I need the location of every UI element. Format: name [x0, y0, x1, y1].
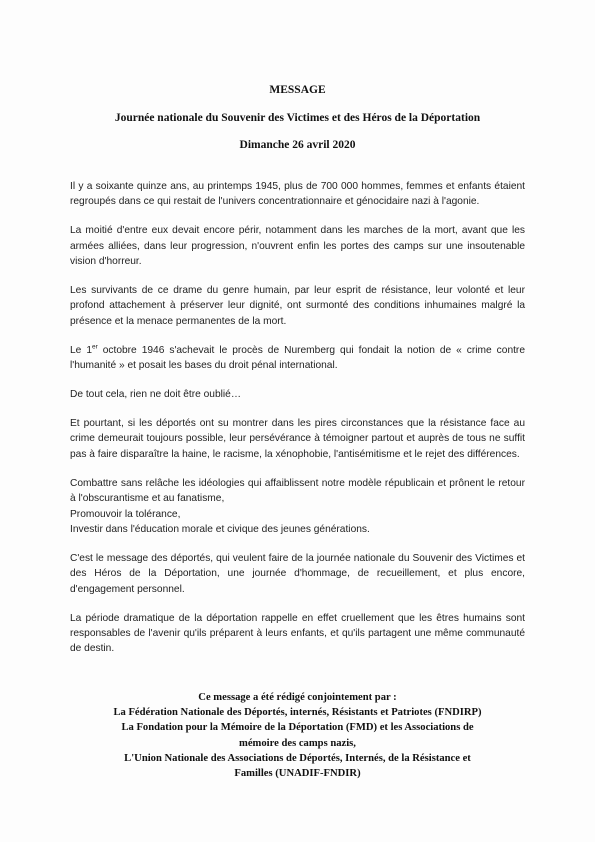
paragraph-4-rest: octobre 1946 s'achevait le procès de Nuremberg qui fondait la notion de « crime contre l'humanité » et posait les bases du droit pénal international.	[70, 344, 525, 372]
signatory-fmd-line-1: La Fondation pour la Mémoire de la Déportation (FMD) et les Associations de	[121, 722, 474, 734]
paragraph-1: Il y a soixante quinze ans, au printemps 1945, plus de 700 000 hommes, femmes et enfants étaient regroupés dans ce qui restait de l'univers concentrationnaire et génocidaire nazi à l'agonie.	[70, 181, 525, 208]
paragraph-6: Et pourtant, si les déportés ont su montrer dans les pires circonstances que la résistance face au crime demeurait toujours possible, leur persévérance à témoigner partout et auprès de tous ne suffit pas à faire disparaître la haine, le racisme, la xénophobie, l'antisémitisme et le rejet des différences.	[70, 417, 525, 460]
message-body	[70, 179, 525, 670]
paragraph-8: C'est le message des déportés, qui veulent faire de la journée nationale du Souvenir des Victimes et des Héros de la Déportation, une journée d'hommage, de recueillement, et plus encore, d'engagement personnel.	[70, 552, 525, 595]
signatory-unadif-line-2: Familles (UNADIF-FNDIR)	[234, 768, 361, 780]
paragraph-4-superscript: er	[91, 343, 98, 351]
message-subtitle: Journée nationale du Souvenir des Victimes et des Héros de la Déportation	[114, 112, 481, 124]
paragraph-7-line-1: Combattre sans relâche les idéologies qui affaiblissent notre modèle républicain et prônent le retour à l'obscurantisme et au fanatisme,	[70, 477, 525, 505]
signatory-fndirp: La Fédération Nationale des Déportés, internés, Résistants et Patriotes (FNDIRP)	[113, 707, 482, 719]
signatory-fmd-line-2: mémoire des camps nazis,	[239, 737, 356, 749]
paragraph-9: La période dramatique de la déportation rappelle en effet cruellement que les êtres humains sont responsables de l'avenir qu'ils préparent à leurs enfants, et qu'ils partagent une même communauté de destin.	[70, 612, 525, 655]
paragraph-3: Les survivants de ce drame du genre humain, par leur esprit de résistance, leur volonté et leur profond attachement à préserver leur dignité, ont surmonté des conditions inhumaines malgré la présence et la menace permanentes de la mort.	[70, 285, 525, 327]
message-date: Dimanche 26 avril 2020	[239, 139, 356, 151]
paragraph-7	[70, 476, 525, 538]
signatories-block	[55, 690, 540, 781]
paragraph-4-prefix: Le 1	[70, 344, 92, 356]
paragraph-7-line-2: Promouvoir la tolérance,	[70, 508, 181, 520]
signatory-unadif-line-1: L'Union Nationale des Associations de Déportés, Internés, de la Résistance et	[124, 752, 471, 764]
paragraph-7-line-3: Investir dans l'éducation morale et civique des jeunes générations.	[70, 523, 370, 535]
paragraph-5: De tout cela, rien ne doit être oublié…	[70, 389, 242, 401]
message-title: MESSAGE	[269, 84, 326, 96]
paragraph-2: La moitié d'entre eux devait encore périr, notamment dans les marches de la mort, avant que les armées alliées, dans leur progression, n'ouvrent enfin les portes des camps sur une insoutenable vision d'horreur.	[70, 225, 525, 268]
signatories-intro: Ce message a été rédigé conjointement par :	[198, 692, 397, 703]
paragraph-4	[70, 343, 525, 374]
